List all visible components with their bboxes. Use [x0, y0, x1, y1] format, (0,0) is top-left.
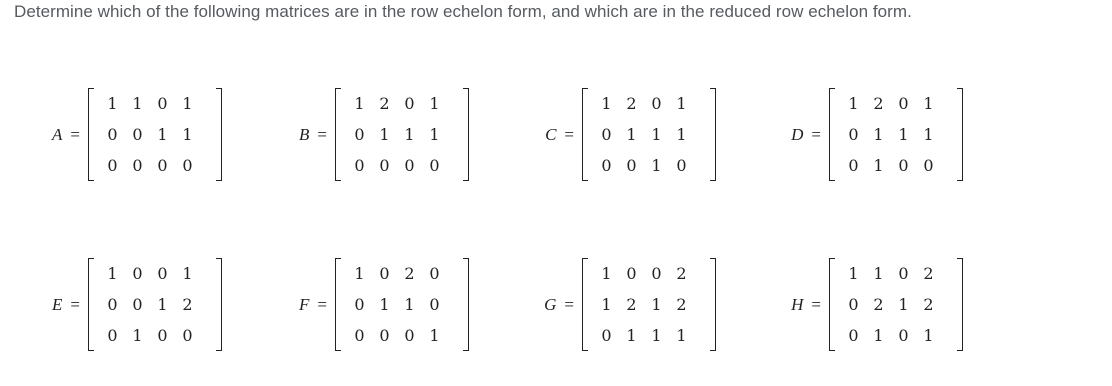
matrix-entries — [100, 258, 200, 351]
matrix-entry: 1 — [132, 326, 143, 345]
matrix-entry: 1 — [676, 94, 687, 113]
left-bracket — [335, 258, 341, 351]
matrix-entry: 0 — [157, 94, 168, 113]
matrix-f — [299, 258, 469, 351]
matrix-entry: 0 — [132, 264, 143, 283]
matrix-entry: 2 — [626, 94, 637, 113]
matrix-entry: 1 — [923, 326, 934, 345]
matrix-entry: 1 — [379, 295, 390, 314]
question-text: Determine which of the following matrices are in the row echelon form, and which are in the reduced row echelon form. — [14, 2, 912, 21]
matrix-entry: 0 — [157, 326, 168, 345]
matrix-h — [791, 258, 963, 351]
matrix-entry: 1 — [107, 264, 118, 283]
matrix-entry: 1 — [429, 94, 440, 113]
matrix-entry: 0 — [601, 156, 612, 175]
matrix-entry: 0 — [157, 264, 168, 283]
matrix-entry: 1 — [157, 295, 168, 314]
matrix-label — [299, 125, 335, 145]
matrix-entry: 1 — [923, 125, 934, 144]
matrix-name: G — [544, 294, 557, 314]
equals-sign: = — [564, 124, 574, 144]
matrix-entry: 0 — [601, 326, 612, 345]
matrix-entry: 2 — [379, 94, 390, 113]
matrix-entry: 1 — [182, 125, 193, 144]
matrix-entry: 0 — [429, 295, 440, 314]
matrix-entry: 1 — [107, 94, 118, 113]
matrix-entry: 1 — [873, 326, 884, 345]
matrix-entry: 0 — [132, 295, 143, 314]
matrix-name: C — [545, 124, 557, 144]
matrix-entry: 1 — [601, 295, 612, 314]
matrix-name: E — [52, 294, 63, 314]
matrix-entries — [594, 88, 694, 181]
matrix-name: F — [299, 294, 310, 314]
left-bracket — [829, 258, 835, 351]
right-bracket — [710, 88, 716, 181]
matrix-entry: 0 — [107, 125, 118, 144]
matrix-d — [791, 88, 963, 181]
matrix-entry: 1 — [354, 264, 365, 283]
matrix-entry: 0 — [429, 264, 440, 283]
matrix-entry: 0 — [848, 295, 859, 314]
matrix-entry: 0 — [354, 295, 365, 314]
matrix-entry: 2 — [923, 295, 934, 314]
right-bracket — [216, 258, 222, 351]
matrix-label — [52, 125, 88, 145]
equals-sign: = — [70, 124, 80, 144]
matrix-entry: 0 — [429, 156, 440, 175]
matrix-entry: 0 — [182, 326, 193, 345]
matrix-entry: 0 — [626, 264, 637, 283]
matrix-entries — [347, 258, 447, 351]
matrix-entry: 1 — [157, 125, 168, 144]
matrix-name: A — [52, 124, 63, 144]
matrix-entry: 0 — [651, 94, 662, 113]
matrix-label — [299, 295, 335, 315]
matrix-entry: 2 — [873, 94, 884, 113]
matrix-label — [544, 295, 582, 315]
matrix-entries — [841, 258, 941, 351]
left-bracket — [582, 258, 588, 351]
matrix-entry: 1 — [651, 326, 662, 345]
matrix-name: D — [791, 124, 804, 144]
matrix-entry: 1 — [429, 326, 440, 345]
matrix-entry: 0 — [379, 326, 390, 345]
matrix-entry: 1 — [354, 94, 365, 113]
matrix-entry: 1 — [923, 94, 934, 113]
left-bracket — [582, 88, 588, 181]
matrix-entry: 1 — [651, 156, 662, 175]
matrix-entries — [841, 88, 941, 181]
matrix-entry: 0 — [354, 156, 365, 175]
matrix-entry: 1 — [404, 125, 415, 144]
matrix-entry: 1 — [132, 94, 143, 113]
matrix-entry: 1 — [651, 125, 662, 144]
matrix-entry: 1 — [873, 156, 884, 175]
left-bracket — [829, 88, 835, 181]
right-bracket — [463, 88, 469, 181]
matrix-entry: 1 — [898, 125, 909, 144]
matrix-entry: 0 — [898, 326, 909, 345]
right-bracket — [957, 88, 963, 181]
matrix-entry: 1 — [601, 264, 612, 283]
matrix-entry: 1 — [848, 264, 859, 283]
equals-sign: = — [317, 124, 327, 144]
matrix-entry: 2 — [676, 295, 687, 314]
matrix-entry: 0 — [354, 125, 365, 144]
matrix-entry: 2 — [626, 295, 637, 314]
equals-sign: = — [317, 294, 327, 314]
matrix-entry: 1 — [676, 326, 687, 345]
matrix-entry: 0 — [379, 156, 390, 175]
matrix-entries — [594, 258, 694, 351]
matrix-entry: 0 — [898, 94, 909, 113]
matrix-entry: 0 — [379, 264, 390, 283]
matrix-entry: 0 — [848, 156, 859, 175]
matrix-entry: 0 — [182, 156, 193, 175]
matrix-entry: 1 — [676, 125, 687, 144]
matrix-entry: 0 — [404, 326, 415, 345]
matrix-entry: 1 — [429, 125, 440, 144]
matrix-entry: 0 — [132, 125, 143, 144]
matrix-entry: 1 — [601, 94, 612, 113]
right-bracket — [957, 258, 963, 351]
equals-sign: = — [564, 294, 574, 314]
matrix-entry: 1 — [873, 125, 884, 144]
matrix-entries — [100, 88, 200, 181]
matrix-entry: 0 — [601, 125, 612, 144]
matrix-entry: 1 — [898, 295, 909, 314]
matrix-entry: 0 — [157, 156, 168, 175]
matrix-entry: 1 — [873, 264, 884, 283]
left-bracket — [88, 88, 94, 181]
matrix-e — [52, 258, 222, 351]
matrix-entry: 0 — [354, 326, 365, 345]
matrix-entry: 0 — [848, 326, 859, 345]
matrix-entry: 0 — [626, 156, 637, 175]
matrix-entry: 0 — [898, 156, 909, 175]
matrix-entry: 1 — [182, 94, 193, 113]
matrix-entry: 0 — [898, 264, 909, 283]
matrix-label — [545, 125, 582, 145]
matrix-name: B — [299, 124, 310, 144]
matrix-b — [299, 88, 469, 181]
matrix-entry: 1 — [379, 125, 390, 144]
matrix-entry: 1 — [626, 326, 637, 345]
matrix-entry: 1 — [651, 295, 662, 314]
matrix-name: H — [791, 294, 804, 314]
equals-sign: = — [811, 294, 821, 314]
matrix-entry: 0 — [107, 326, 118, 345]
matrix-entry: 0 — [651, 264, 662, 283]
matrix-entry: 0 — [107, 295, 118, 314]
matrix-entry: 0 — [676, 156, 687, 175]
matrix-entry: 1 — [626, 125, 637, 144]
right-bracket — [710, 258, 716, 351]
matrix-entry: 2 — [676, 264, 687, 283]
equals-sign: = — [70, 294, 80, 314]
matrix-entry: 0 — [132, 156, 143, 175]
matrix-entry: 2 — [873, 295, 884, 314]
right-bracket — [216, 88, 222, 181]
matrix-entry: 2 — [923, 264, 934, 283]
matrix-g — [544, 258, 716, 351]
matrix-entry: 0 — [107, 156, 118, 175]
matrix-entry: 1 — [404, 295, 415, 314]
matrix-entry: 0 — [848, 125, 859, 144]
left-bracket — [88, 258, 94, 351]
matrix-entries — [347, 88, 447, 181]
matrix-entry: 1 — [848, 94, 859, 113]
matrix-entry: 0 — [923, 156, 934, 175]
matrix-entry: 0 — [404, 94, 415, 113]
matrix-a — [52, 88, 222, 181]
matrix-entry: 1 — [182, 264, 193, 283]
matrix-entry: 2 — [182, 295, 193, 314]
matrix-label — [791, 125, 829, 145]
matrix-entry: 0 — [404, 156, 415, 175]
matrix-c — [545, 88, 716, 181]
right-bracket — [463, 258, 469, 351]
matrix-label — [52, 295, 88, 315]
equals-sign: = — [811, 124, 821, 144]
left-bracket — [335, 88, 341, 181]
matrix-label — [791, 295, 829, 315]
matrix-entry: 2 — [404, 264, 415, 283]
